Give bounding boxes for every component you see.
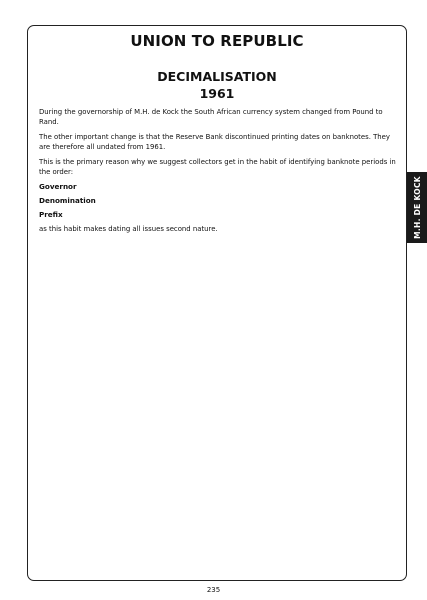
side-tab-label: M.H. DE KOCK xyxy=(412,176,422,239)
order-item-governor: Governor xyxy=(39,182,77,191)
paragraph: This is the primary reason why we suggest collectors get in the habit of identifying banknote periods in the order: xyxy=(39,158,396,176)
section-title-line1: DECIMALISATION xyxy=(157,69,277,84)
body-text xyxy=(39,107,399,239)
page-title: UNION TO REPUBLIC xyxy=(130,32,304,50)
page-number: 235 xyxy=(206,586,221,594)
paragraph: The other important change is that the Reserve Bank discontinued printing dates on banknotes. They are therefore all undated from 1961. xyxy=(39,133,390,151)
order-item-denomination: Denomination xyxy=(39,196,96,205)
chapter-side-tab xyxy=(407,172,427,243)
closing-paragraph: as this habit makes dating all issues second nature. xyxy=(39,225,218,233)
paragraph: During the governorship of M.H. de Kock the South African currency system changed from Pound to Rand. xyxy=(39,108,383,126)
section-title-year: 1961 xyxy=(199,86,235,101)
section-title xyxy=(27,68,407,102)
order-item-prefix: Prefix xyxy=(39,210,63,219)
